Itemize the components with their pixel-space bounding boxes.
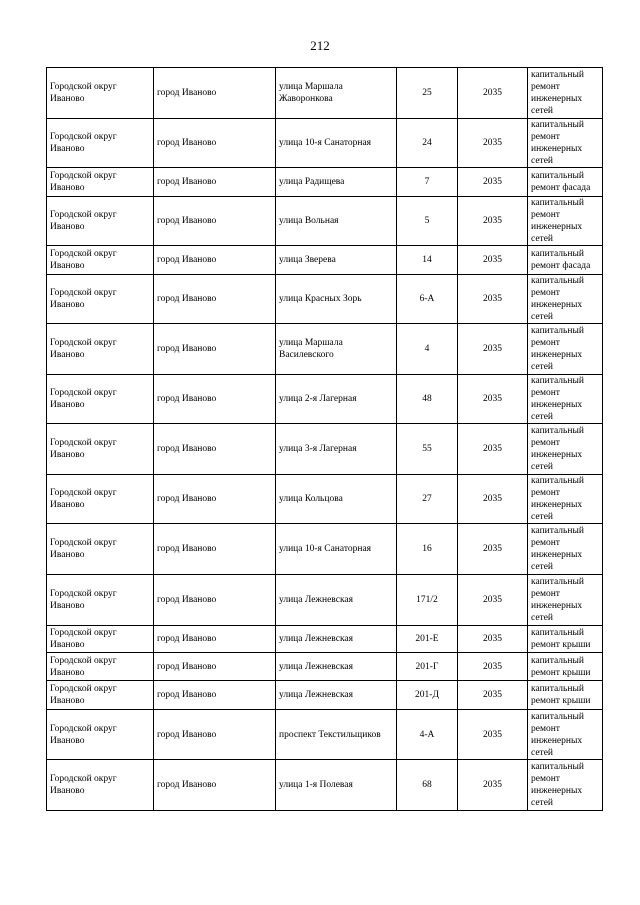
year-cell: 2035 (458, 710, 528, 760)
year-cell: 2035 (458, 760, 528, 811)
municipality-cell: Городской округ Иваново (47, 424, 154, 475)
year-cell: 2035 (458, 681, 528, 710)
city-cell: город Иваново (154, 710, 276, 760)
work-type-cell: капитальный ремонт инженерных сетей (528, 324, 603, 375)
municipality-cell: Городской округ Иваново (47, 324, 154, 375)
work-type-cell: капитальный ремонт инженерных сетей (528, 575, 603, 626)
house-number-cell: 201-Д (397, 681, 458, 710)
year-cell: 2035 (458, 168, 528, 197)
work-type-cell: капитальный ремонт инженерных сетей (528, 524, 603, 575)
work-type-cell: капитальный ремонт инженерных сетей (528, 275, 603, 324)
house-number-cell: 68 (397, 760, 458, 811)
work-type-cell: капитальный ремонт инженерных сетей (528, 710, 603, 760)
city-cell: город Иваново (154, 524, 276, 575)
table-row (47, 375, 603, 424)
work-type-cell: капитальный ремонт фасада (528, 246, 603, 275)
city-cell: город Иваново (154, 575, 276, 626)
house-number-cell: 25 (397, 68, 458, 119)
year-cell: 2035 (458, 475, 528, 524)
year-cell: 2035 (458, 375, 528, 424)
year-cell: 2035 (458, 524, 528, 575)
city-cell: город Иваново (154, 197, 276, 246)
city-cell: город Иваново (154, 626, 276, 653)
municipality-cell: Городской округ Иваново (47, 575, 154, 626)
city-cell: город Иваново (154, 168, 276, 197)
year-cell: 2035 (458, 424, 528, 475)
table-row (47, 246, 603, 275)
street-cell: улица Радищева (276, 168, 397, 197)
city-cell: город Иваново (154, 246, 276, 275)
street-cell: улица 10-я Санаторная (276, 524, 397, 575)
street-cell: улица Лежневская (276, 653, 397, 681)
house-number-cell: 55 (397, 424, 458, 475)
municipality-cell: Городской округ Иваново (47, 760, 154, 811)
year-cell: 2035 (458, 275, 528, 324)
municipality-cell: Городской округ Иваново (47, 681, 154, 710)
municipality-cell: Городской округ Иваново (47, 524, 154, 575)
work-type-cell: капитальный ремонт инженерных сетей (528, 197, 603, 246)
table-row (47, 68, 603, 119)
municipality-cell: Городской округ Иваново (47, 197, 154, 246)
table-body (47, 68, 603, 811)
table-row (47, 168, 603, 197)
table-row (47, 324, 603, 375)
year-cell: 2035 (458, 197, 528, 246)
house-number-cell: 7 (397, 168, 458, 197)
work-type-cell: капитальный ремонт крыши (528, 653, 603, 681)
street-cell: улица 10-я Санаторная (276, 119, 397, 168)
year-cell: 2035 (458, 246, 528, 275)
municipality-cell: Городской округ Иваново (47, 375, 154, 424)
table-row (47, 710, 603, 760)
street-cell: проспект Текстильщиков (276, 710, 397, 760)
street-cell: улица Красных Зорь (276, 275, 397, 324)
work-type-cell: капитальный ремонт инженерных сетей (528, 424, 603, 475)
page-number: 212 (310, 38, 330, 53)
city-cell: город Иваново (154, 119, 276, 168)
work-type-cell: капитальный ремонт крыши (528, 626, 603, 653)
work-type-cell: капитальный ремонт крыши (528, 681, 603, 710)
year-cell: 2035 (458, 324, 528, 375)
year-cell: 2035 (458, 653, 528, 681)
street-cell: улица 1-я Полевая (276, 760, 397, 811)
municipality-cell: Городской округ Иваново (47, 710, 154, 760)
table-row (47, 424, 603, 475)
municipality-cell: Городской округ Иваново (47, 653, 154, 681)
house-number-cell: 14 (397, 246, 458, 275)
city-cell: город Иваново (154, 324, 276, 375)
city-cell: город Иваново (154, 760, 276, 811)
city-cell: город Иваново (154, 653, 276, 681)
city-cell: город Иваново (154, 424, 276, 475)
street-cell: улица Кольцова (276, 475, 397, 524)
house-number-cell: 4 (397, 324, 458, 375)
city-cell: город Иваново (154, 68, 276, 119)
street-cell: улица Маршала Жаворонкова (276, 68, 397, 119)
table-row (47, 524, 603, 575)
table-row (47, 475, 603, 524)
year-cell: 2035 (458, 119, 528, 168)
house-number-cell: 5 (397, 197, 458, 246)
house-number-cell: 171/2 (397, 575, 458, 626)
table-row (47, 275, 603, 324)
municipality-cell: Городской округ Иваново (47, 275, 154, 324)
house-number-cell: 201-Г (397, 653, 458, 681)
street-cell: улица Лежневская (276, 626, 397, 653)
work-type-cell: капитальный ремонт инженерных сетей (528, 475, 603, 524)
city-cell: город Иваново (154, 375, 276, 424)
house-number-cell: 4-А (397, 710, 458, 760)
city-cell: город Иваново (154, 275, 276, 324)
municipality-cell: Городской округ Иваново (47, 119, 154, 168)
house-number-cell: 16 (397, 524, 458, 575)
table-row (47, 681, 603, 710)
table-row (47, 197, 603, 246)
year-cell: 2035 (458, 575, 528, 626)
table-row (47, 653, 603, 681)
municipality-cell: Городской округ Иваново (47, 626, 154, 653)
table-row (47, 760, 603, 811)
house-number-cell: 201-Е (397, 626, 458, 653)
municipality-cell: Городской округ Иваново (47, 246, 154, 275)
municipality-cell: Городской округ Иваново (47, 68, 154, 119)
street-cell: улица 3-я Лагерная (276, 424, 397, 475)
street-cell: улица Лежневская (276, 575, 397, 626)
work-type-cell: капитальный ремонт инженерных сетей (528, 760, 603, 811)
street-cell: улица Лежневская (276, 681, 397, 710)
year-cell: 2035 (458, 68, 528, 119)
house-number-cell: 48 (397, 375, 458, 424)
municipality-cell: Городской округ Иваново (47, 168, 154, 197)
street-cell: улица 2-я Лагерная (276, 375, 397, 424)
city-cell: город Иваново (154, 475, 276, 524)
housing-table (46, 67, 603, 811)
table-row (47, 626, 603, 653)
city-cell: город Иваново (154, 681, 276, 710)
work-type-cell: капитальный ремонт инженерных сетей (528, 68, 603, 119)
house-number-cell: 24 (397, 119, 458, 168)
municipality-cell: Городской округ Иваново (47, 475, 154, 524)
year-cell: 2035 (458, 626, 528, 653)
street-cell: улица Маршала Василевского (276, 324, 397, 375)
house-number-cell: 27 (397, 475, 458, 524)
work-type-cell: капитальный ремонт фасада (528, 168, 603, 197)
table-row (47, 119, 603, 168)
house-number-cell: 6-А (397, 275, 458, 324)
work-type-cell: капитальный ремонт инженерных сетей (528, 375, 603, 424)
work-type-cell: капитальный ремонт инженерных сетей (528, 119, 603, 168)
street-cell: улица Зверева (276, 246, 397, 275)
street-cell: улица Вольная (276, 197, 397, 246)
table-row (47, 575, 603, 626)
